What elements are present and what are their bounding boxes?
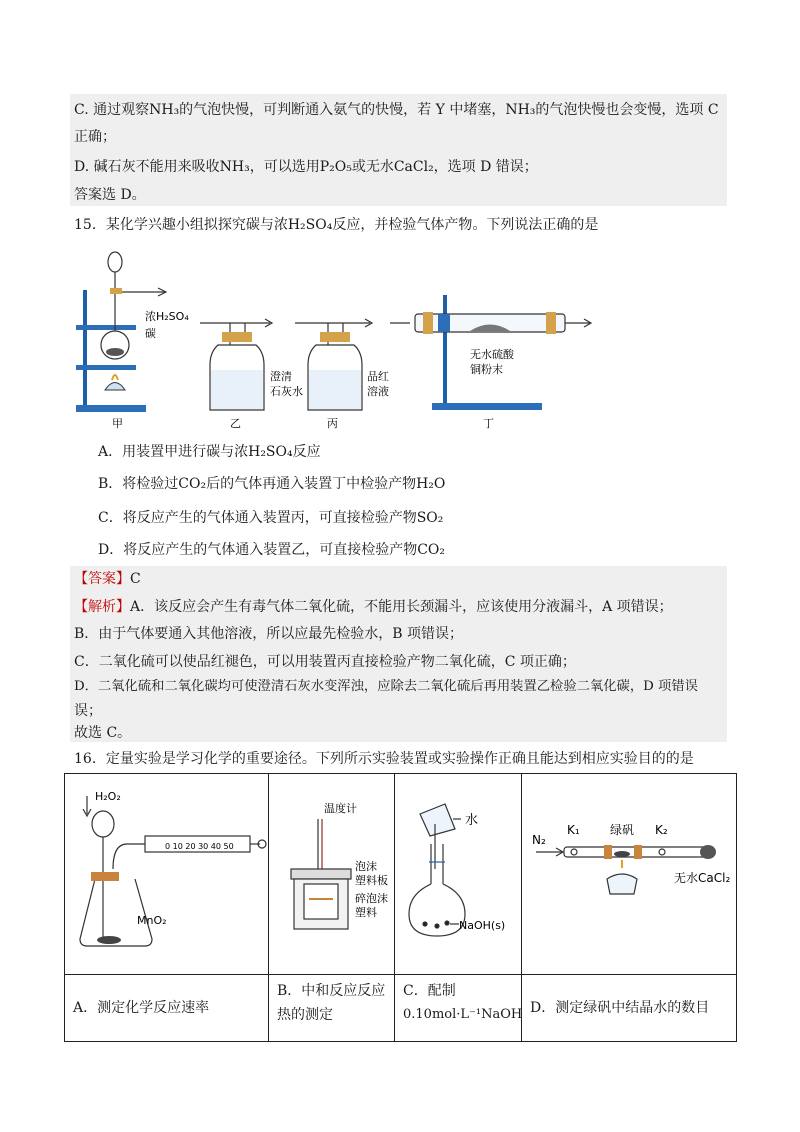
label-cuso4-1: 无水硫酸 [470,348,514,361]
caption-jia: 甲 [112,417,123,430]
q16-cell-b-figure [269,774,395,975]
prev-option-c-line1: C. 通过观察NH₃的气泡快慢，可判断通入氨气的快慢，若 Y 中堵塞，NH₃的气泡快慢也会变慢，选项 C [74,102,719,118]
caption-yi: 乙 [230,417,241,430]
label-naoh: NaOH(s) [459,919,506,932]
figure-volumetric-flask [395,774,522,970]
caption-a: A．测定化学反应速率 [73,1000,210,1016]
q15-apparatus-figure [70,240,610,435]
label-thermometer: 温度计 [324,802,357,815]
label-cacl2: 无水CaCl₂ [674,871,731,885]
label-limewater-1: 澄清 [270,370,292,383]
q16-cell-d-figure [522,774,737,975]
caption-d: D．测定绿矾中结晶水的数目 [530,1000,710,1016]
label-foam-bits-2: 塑料 [355,906,377,919]
q15-analysis-b: B．由于气体要通入其他溶液，所以应最先检验水，B 项错误； [74,626,464,642]
label-carbon: 碳 [145,327,156,340]
q16-caption-c [395,975,522,1042]
q16-cell-c-figure [395,774,522,975]
caption-bing: 丙 [327,417,338,430]
label-foam-board-2: 塑料板 [355,874,388,887]
q16-cell-a-figure [65,774,269,975]
analysis-tag: 【解析】 [74,599,130,615]
q16-options-table [64,773,737,1042]
q15-conclusion: 故选 C。 [74,725,132,741]
label-limewater-2: 石灰水 [270,385,303,398]
apparatus-yi [200,319,272,410]
label-foam-board-1: 泡沫 [355,860,377,873]
label-green-vitriol: 绿矾 [610,823,635,837]
caption-ding: 丁 [483,417,494,430]
prev-option-c-line2: 正确； [74,129,116,145]
figure-reaction-rate [65,774,269,970]
q15-answer [74,568,141,590]
apparatus-bing [295,319,372,410]
label-h2o2: H₂O₂ [95,790,121,803]
label-k2: K₂ [655,823,668,837]
label-foam-bits-1: 碎泡沫 [355,892,388,905]
q16-caption-a [65,975,269,1042]
caption-b-1: B．中和反应反应 [277,983,386,999]
label-water: 水 [465,813,479,828]
q15-option-d: D．将反应产生的气体通入装置乙，可直接检验产物CO₂ [98,542,446,558]
label-magenta-1: 品红 [367,370,389,383]
label-magenta-2: 溶液 [367,385,389,398]
label-mno2: MnO₂ [137,914,167,927]
answer-value: C [130,571,141,587]
prev-option-d: D. 碱石灰不能用来吸收NH₃，可以选用P₂O₅或无水CaCl₂，选项 D 错误； [74,159,538,175]
label-cuso4-2: 铜粉末 [470,363,503,376]
caption-c-2: 0.10mol·L⁻¹NaOH [403,1007,523,1022]
q15-analysis-c: C．二氧化硫可以使品红褪色，可以用装置丙直接检验产物二氧化硫，C 项正确； [74,654,576,670]
caption-c-1: C．配制 [403,983,456,999]
label-k1: K₁ [567,823,580,837]
q15-option-b: B．将检验过CO₂后的气体再通入装置丁中检验产物H₂O [98,476,446,492]
prev-conclusion: 答案选 D。 [74,187,146,203]
figure-neutralization-heat [269,774,395,970]
q16-caption-b [269,975,395,1042]
q15-analysis-a [74,596,673,618]
analysis-line-a: A．该反应会产生有毒气体二氧化硫，不能用长颈漏斗，应该使用分液漏斗，A 项错误； [130,599,673,615]
label-syringe-scale: 0 10 20 30 40 50 [165,842,234,851]
label-n2: N₂ [532,833,546,847]
q15-option-a: A．用装置甲进行碳与浓H₂SO₄反应 [98,444,321,460]
figure-green-vitriol [522,774,737,970]
q15-analysis-d-cont: 误； [74,703,102,719]
q15-stem: 15．某化学兴趣小组拟探究碳与浓H₂SO₄反应，并检验气体产物。下列说法正确的是 [74,217,599,233]
caption-b-2: 热的测定 [277,1007,333,1023]
q15-option-c: C．将反应产生的气体通入装置丙，可直接检验产物SO₂ [98,510,444,526]
q15-analysis-d: D．二氧化硫和二氧化碳均可使澄清石灰水变浑浊，应除去二氧化硫后再用装置乙检验二氧化碳，D 项错误 [74,679,698,694]
q16-stem: 16．定量实验是学习化学的重要途径。下列所示实验装置或实验操作正确且能达到相应实验目的的是 [74,751,694,767]
answer-tag: 【答案】 [74,571,130,587]
label-acid: 浓H₂SO₄ [145,310,189,323]
q16-caption-d [522,975,737,1042]
